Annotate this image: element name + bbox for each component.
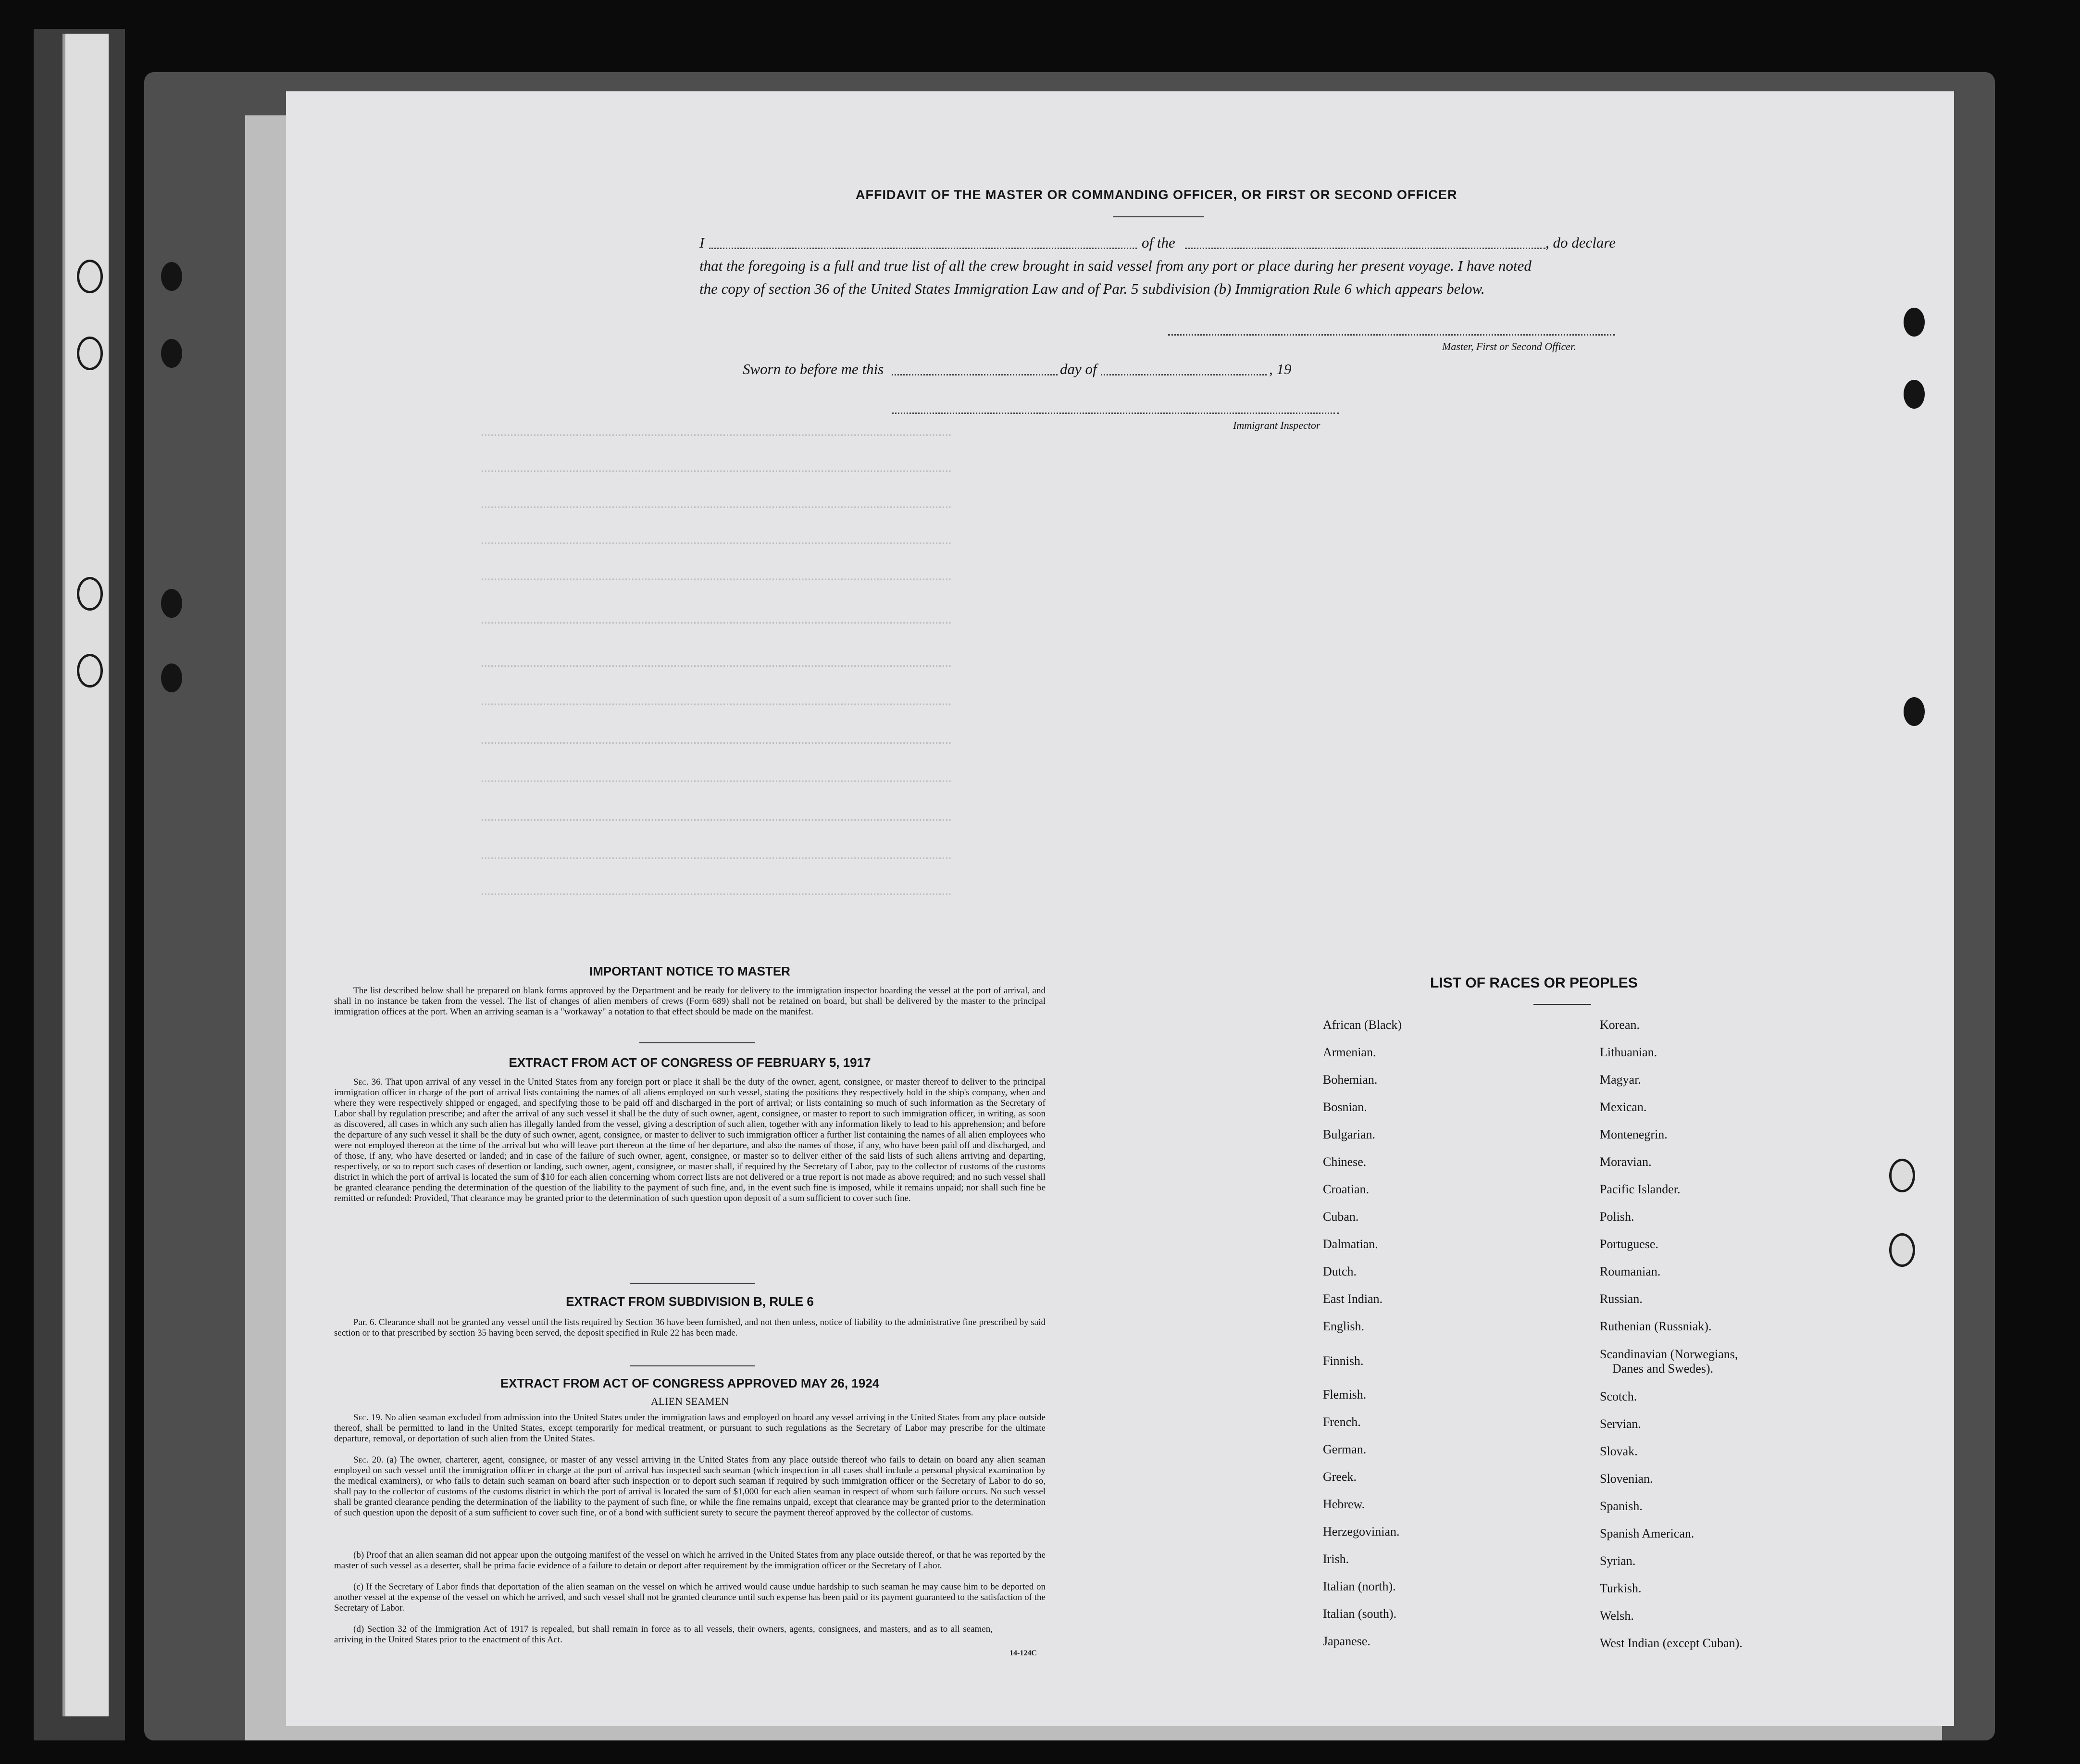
punch-hole [161,663,182,692]
race-left-item: Croatian. [1323,1182,1370,1196]
punch-hole [1904,380,1925,409]
notice-title: IMPORTANT NOTICE TO MASTER [589,964,790,978]
sworn-month-line[interactable] [1101,374,1267,375]
race-right-item: Spanish. [1600,1499,1643,1513]
sec19-text [334,1413,1046,1444]
race-left-item: Bosnian. [1323,1100,1367,1114]
bleed-through-row: ……………………………………………………………………………………………………………………………… [481,531,952,550]
race-left-item: Bulgarian. [1323,1127,1376,1141]
bleed-through-row: ……………………………………………………………………………………………………………………………… [481,769,952,788]
rule6-title: EXTRACT FROM SUBDIVISION B, RULE 6 [566,1294,814,1309]
bleed-through-row: ……………………………………………………………………………………………………………………………… [481,808,952,826]
race-right-item: Pacific Islander. [1600,1182,1681,1196]
affidavit-line1-start: I [699,234,705,251]
bleed-through-row: ……………………………………………………………………………………………………………………………… [481,495,952,513]
race-left-item: East Indian. [1323,1292,1383,1306]
race-right-item: Syrian. [1600,1554,1636,1568]
extract-1917-title: EXTRACT FROM ACT OF CONGRESS OF FEBRUARY 5, 1917 [509,1055,871,1070]
extract-1917-text [334,1077,1046,1204]
punch-hole [161,589,182,618]
race-left-item: Italian (north). [1323,1579,1396,1593]
bleed-through-row: ……………………………………………………………………………………………………………………………… [481,692,952,711]
sworn-day-line[interactable] [892,374,1058,375]
vessel-field-line[interactable] [1185,248,1545,249]
race-right-item: Montenegrin. [1600,1127,1668,1141]
race-left-item: Finnish. [1323,1354,1364,1368]
race-right-item: Mexican. [1600,1100,1647,1114]
race-right-item: Servian. [1600,1417,1641,1431]
race-right-item: Danes and Swedes). [1612,1362,1714,1376]
master-signature-line[interactable] [1168,334,1615,336]
race-left-item: Armenian. [1323,1045,1376,1059]
punch-hole [1889,1233,1915,1267]
race-left-item: French. [1323,1415,1361,1429]
bleed-through-row: ……………………………………………………………………………………………………………………………… [481,882,952,901]
alien-seamen-subtitle: ALIEN SEAMEN [651,1395,729,1407]
race-right-item: Spanish American. [1600,1526,1694,1540]
bleed-through-row: ……………………………………………………………………………………………………………………………… [481,611,952,629]
race-left-item: Irish. [1323,1552,1349,1566]
race-left-item: Bohemian. [1323,1073,1378,1087]
sworn-start: Sworn to before me this [743,361,884,377]
race-left-item: Cuban. [1323,1210,1359,1224]
inspector-caption: Immigrant Inspector [1233,419,1320,431]
race-left-item: Japanese. [1323,1634,1370,1648]
race-right-item: Ruthenian (Russniak). [1600,1319,1712,1333]
sec20b-text: (b) Proof that an alien seaman did not appear upon the outgoing manifest of the vessel on which he arrived in the United States from any place outside thereof, or that he was reported by the master of such vessel as a deserter, shall be prima facie evidence of a failure to detain or deport after requirement by the immigration officer or the Secretary of Labor. [334,1550,1046,1571]
race-left-item: Dalmatian. [1323,1237,1378,1251]
inspector-signature-line[interactable] [892,413,1339,414]
race-left-item: German. [1323,1442,1367,1456]
affidavit-line2: that the foregoing is a full and true list of all the crew brought in said vessel from any port or place during her present voyage. I have noted [699,257,1532,274]
race-right-item: Slovenian. [1600,1472,1653,1486]
section-lead: Sec. 36. [353,1077,383,1087]
race-right-item: Turkish. [1600,1581,1642,1595]
race-right-item: Korean. [1600,1018,1640,1032]
race-right-item: West Indian (except Cuban). [1600,1636,1743,1650]
bleed-through-row: ……………………………………………………………………………………………………………………………… [481,459,952,477]
race-right-item: Moravian. [1600,1155,1652,1169]
bleed-through-row: ……………………………………………………………………………………………………………………………… [481,654,952,672]
notice-text: The list described below shall be prepared on blank forms approved by the Department and be ready for delivery to the immigration inspector boarding the vessel at the port of arrival, and shall in no instance be taken from the vessel. The list of changes of alien members of crews (Form 689) shall not be retained on board, but shall be delivered by the master to the principal immigration offices at the port. When an arriving seaman is a "workaway" a notation to that effect should be made on the manifest. [334,986,1046,1017]
sec20a-text [334,1455,1046,1518]
bleed-through-row: ……………………………………………………………………………………………………………………………… [481,567,952,586]
race-left-item: Greek. [1323,1470,1357,1484]
race-right-item: Welsh. [1600,1609,1634,1623]
section-lead: Sec. 20. [353,1455,384,1465]
race-right-item: Polish. [1600,1210,1634,1224]
extract-1924-title: EXTRACT FROM ACT OF CONGRESS APPROVED MAY 26, 1924 [500,1376,880,1390]
punch-hole [161,262,182,291]
race-right-item: Lithuanian. [1600,1045,1657,1059]
race-left-item: Herzegovinian. [1323,1525,1400,1539]
bleed-through-row: ……………………………………………………………………………………………………………………………… [481,731,952,749]
punch-hole [1904,308,1925,337]
race-right-item: Portuguese. [1600,1237,1659,1251]
race-right-item: Roumanian. [1600,1264,1661,1278]
divider [630,1283,755,1284]
section-body: That upon arrival of any vessel in the United States from any foreign port or place it shall be the duty of the owner, agent, consignee, or master thereof to deliver to the principal immigration officer in charge of the port of arrival lists containing the names of all aliens employed on such vessel, stating the positions they respectively hold in the ship's company, when and where they were respectively shipped or engaged, and specifying those to be paid off and discharged in the port of arrival; or lists containing so much of such information as the Secretary of Labor shall by regulation prescribe; and after the arrival of any such vessel it shall be the duty of such owner, agent, consignee, or master to report to such immigration officer, in writing, as soon as discovered, all cases in which any such alien has illegally landed from the vessel, giving a description of such alien, together with any information likely to lead to his apprehension; and before the departure of any such vessel it shall be the duty of such owner, agent, consignee, or master to deliver to such immigration officer a further list containing the names of all alien employees who were not employed thereon at the time of the arrival but who will leave port thereon at the time of her departure, and also the names of those, if any, who have been paid off and discharged, and of those, if any, who have deserted or landed; and in case of the failure of such owner, agent, consignee, or master so to deliver either of the said lists of such aliens arriving and departing, respectively, or so to report such cases of desertion or landing, such owner, agent, consignee, or master shall, if required by the Secretary of Labor, pay to the collector of customs of the customs district in which the port of arrival is located the sum of $10 for each alien concerning whom correct lists are not delivered or a true report is not made as above required; and no such vessel shall be granted clearance pending the determination of the question of the liability to the payment of such fine, and, in the event such fine is imposed, while it remains unpaid; nor shall such fine be remitted or refunded: Provided, That clearance may be granted prior to the determination of such question upon deposit of a sum sufficient to cover such fine. [334,1077,1046,1203]
section-body: (a) The owner, charterer, agent, consignee, or master of any vessel arriving in the United States from any place outside thereof who fails to detain on board any alien seaman employed on such vessel until the immigration officer in charge at the port of arrival has inspected such seaman (which inspection in all cases shall include a personal physical examination by the medical examiners), or who fails to detain such seaman on board after such inspection or to deport such seaman if required by such immigration officer or the Secretary of Labor to do so, shall pay to the collector of customs of the customs district in which the port of arrival is located the sum of $1,000 for each alien seaman in respect of whom such failure occurs. No such vessel shall be granted clearance pending the determination of the liability to the payment of such fine, or while the fine remains unpaid, except that clearance may be granted prior to the determination of such question upon the deposit of a sum sufficient to cover such fine, or of a bond with sufficient surety to secure the payment thereof approved by the collector of customs. [334,1455,1046,1518]
race-left-item: African (Black) [1323,1018,1402,1032]
punch-hole [1889,1159,1915,1192]
punch-hole [77,337,103,370]
punch-hole [77,577,103,611]
affidavit-title: AFFIDAVIT OF THE MASTER OR COMMANDING OFFICER, OR FIRST OR SECOND OFFICER [856,188,1457,202]
master-caption: Master, First or Second Officer. [1442,340,1576,352]
name-field-line[interactable] [709,248,1137,249]
race-right-item: Slovak. [1600,1444,1638,1458]
punch-hole [77,260,103,293]
race-left-item: Chinese. [1323,1155,1367,1169]
form-number: 14-124C [1009,1649,1037,1657]
race-left-item: Italian (south). [1323,1607,1397,1621]
section-body: No alien seaman excluded from admission into the United States under the immigration laws and employed on board any vessel arriving in the United States from any place outside thereof, shall be permitted to land in the United States, except temporarily for medical treatment, or pursuant to such regulations as the Secretary of Labor may prescribe for the ultimate departure, removal, or deportation of such alien from the United States. [334,1413,1046,1444]
affidavit-line1-mid: of the [1142,234,1175,251]
race-right-item: Scandinavian (Norwegians, [1600,1347,1738,1361]
section-lead: Sec. 19. [353,1413,383,1423]
bleed-through-row: ……………………………………………………………………………………………………………………………… [481,423,952,441]
divider [630,1365,755,1366]
race-right-item: Scotch. [1600,1389,1637,1403]
race-left-item: Hebrew. [1323,1497,1365,1511]
sec20c-text: (c) If the Secretary of Labor finds that deportation of the alien seaman on the vessel on which he arrived would cause undue hardship to such seaman he may cause him to be deported on another vessel at the expense of the vessel on which he arrived, and such vessel shall not be granted clearance until such expense has been paid or its payment guaranteed to the satisfaction of the Secretary of Labor. [334,1582,1046,1613]
title-divider [1113,216,1204,217]
race-left-item: English. [1323,1319,1364,1333]
race-right-item: Russian. [1600,1292,1643,1306]
sec20d-text: (d) Section 32 of the Immigration Act of 1917 is repealed, but shall remain in force as to all vessels, their owners, agents, consignees, and masters, and as to all seamen, arriving in the United States prior to the enactment of this Act. [334,1624,993,1645]
sworn-mid: day of [1060,361,1097,377]
sworn-end: , 19 [1269,361,1292,377]
bleed-through-row: ……………………………………………………………………………………………………………………………… [481,846,952,864]
rule6-text: Par. 6. Clearance shall not be granted any vessel until the lists required by Section 36 have been furnished, and not then unless, notice of liability to the administrative fine prescribed by said section or to that prescribed by section 35 having been served, the deposit specified in Rule 22 has been made. [334,1317,1046,1338]
divider [639,1042,755,1043]
punch-hole [77,654,103,688]
affidavit-line3: the copy of section 36 of the United States Immigration Law and of Par. 5 subdivision (b) Immigration Rule 6 which appears below. [699,280,1485,297]
affidavit-line1-end: , do declare [1545,234,1616,251]
race-right-item: Magyar. [1600,1073,1641,1087]
races-title: LIST OF RACES OR PEOPLES [1430,975,1638,991]
divider [1533,1004,1591,1005]
punch-hole [1904,697,1925,726]
race-left-item: Flemish. [1323,1388,1367,1401]
punch-hole [161,339,182,368]
race-left-item: Dutch. [1323,1264,1357,1278]
